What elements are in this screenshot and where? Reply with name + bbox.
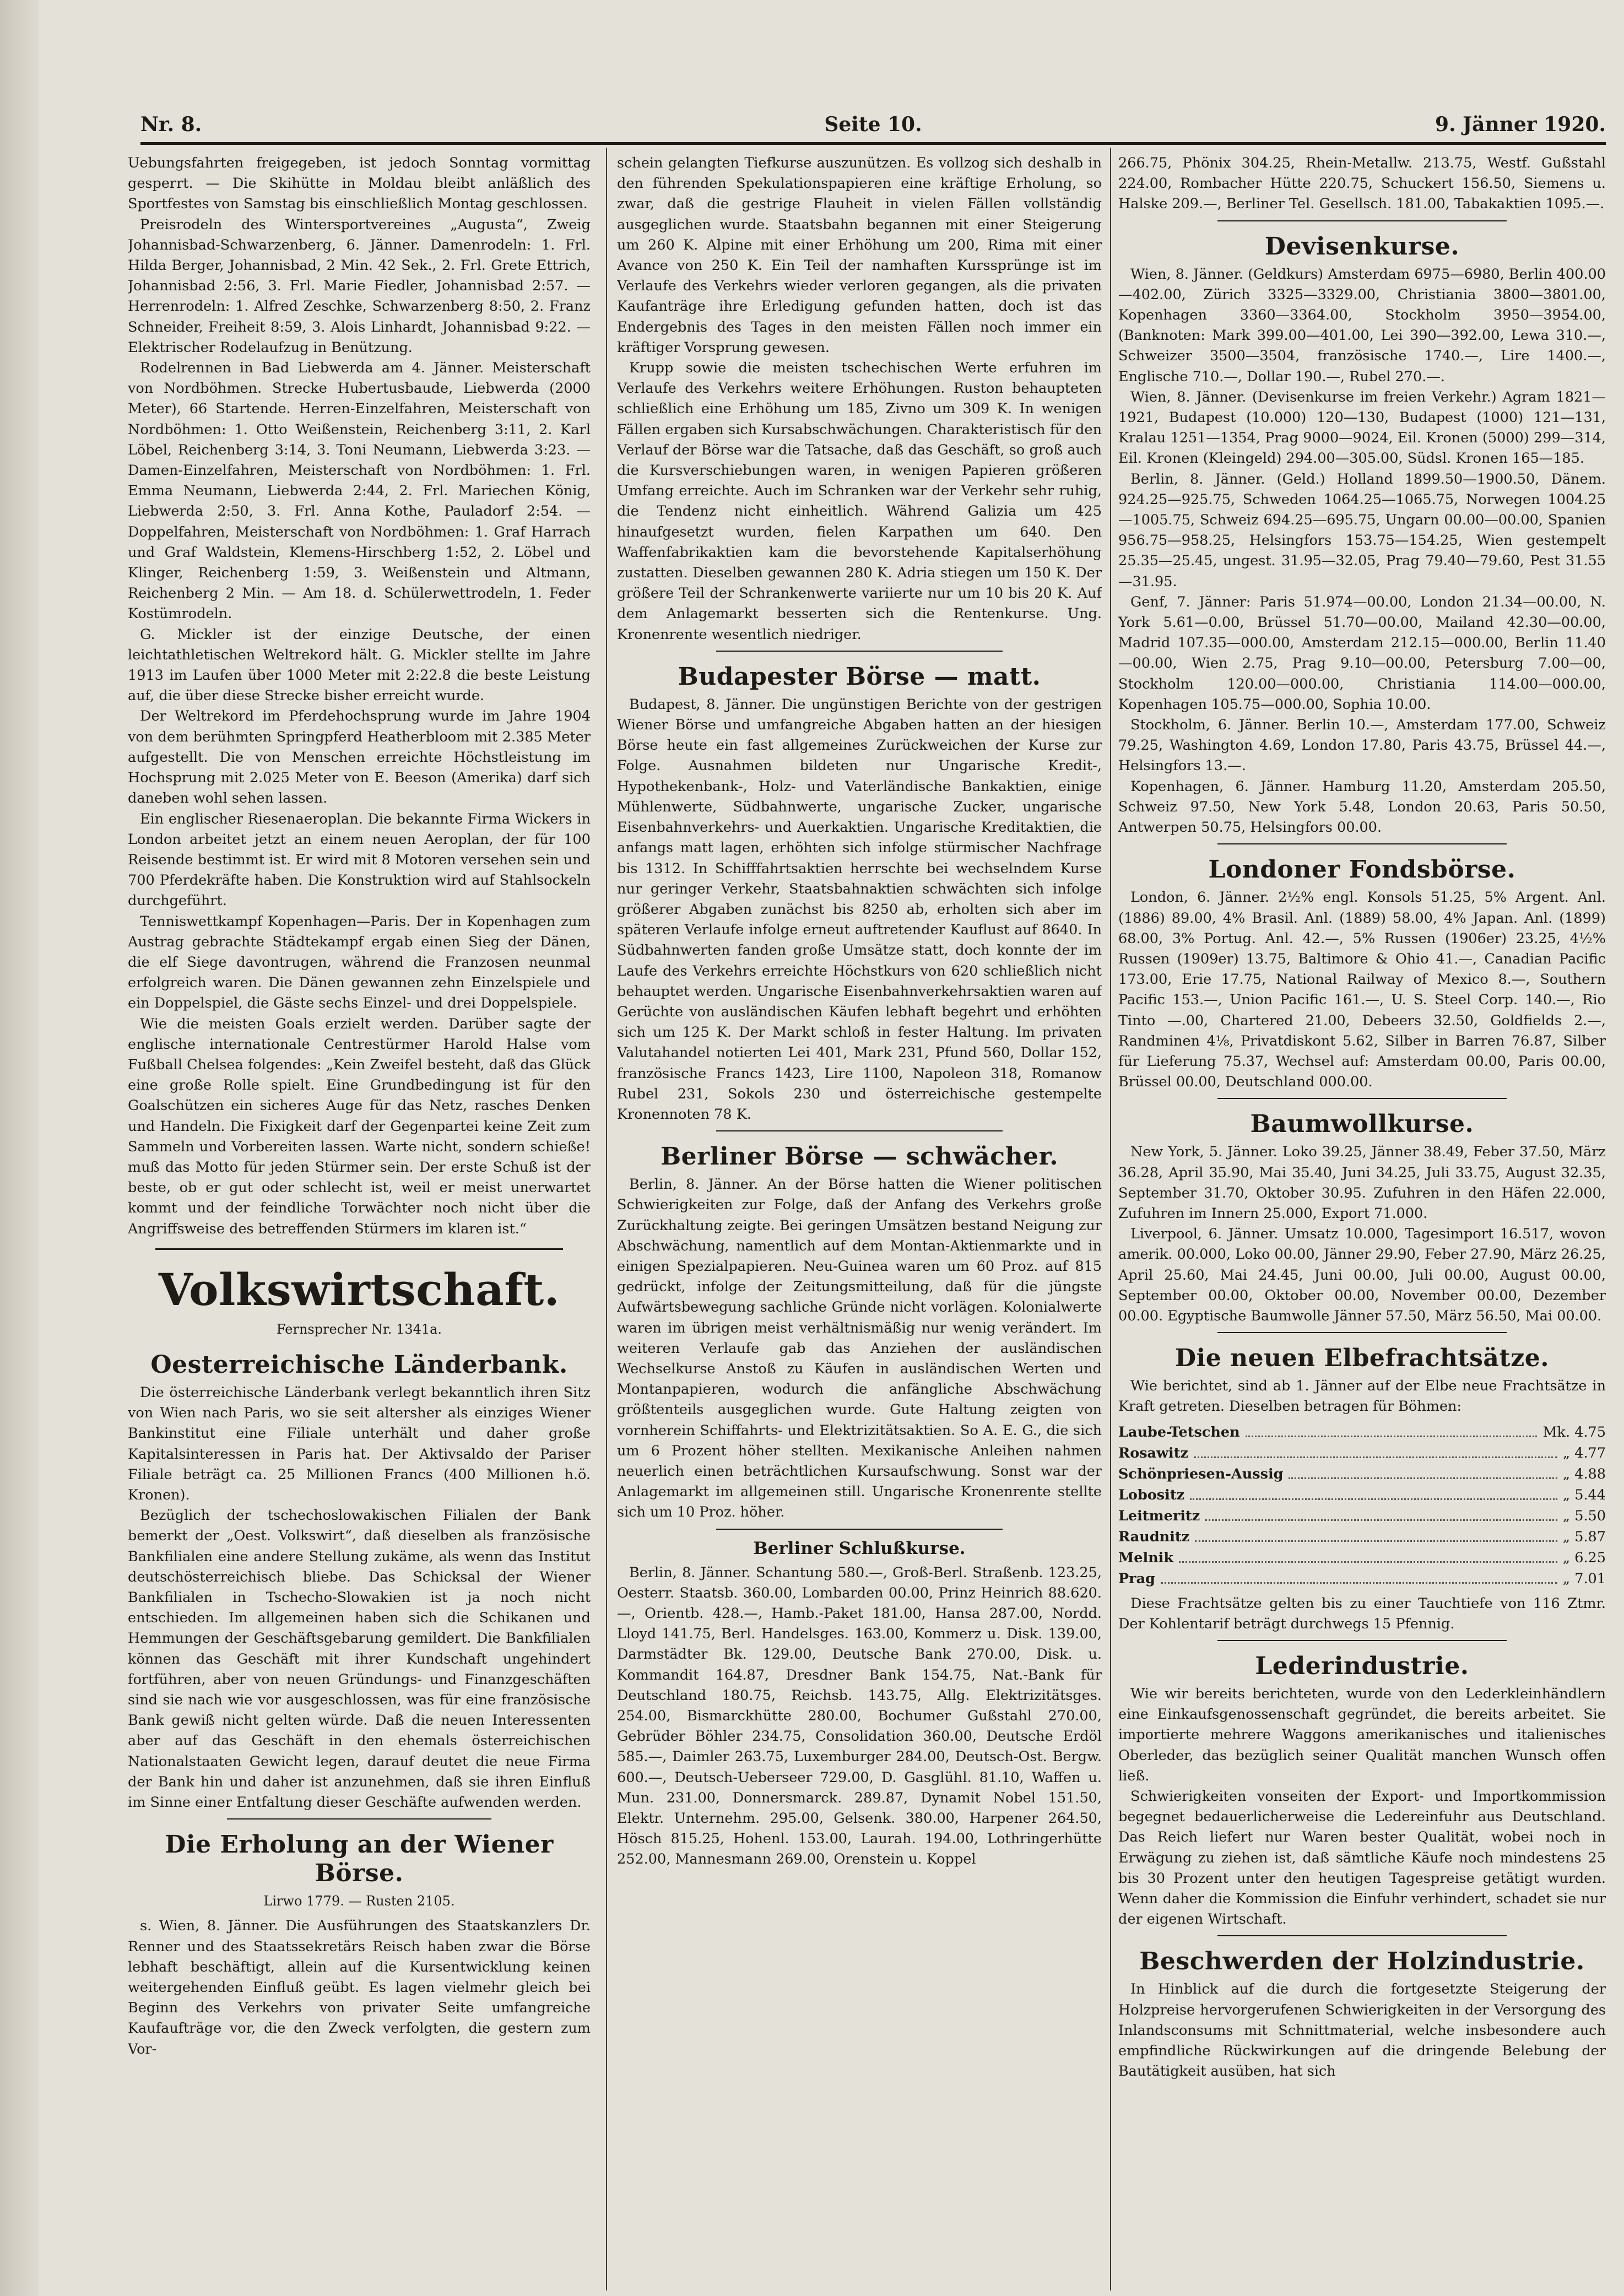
article-headline: Die Erholung an der Wiener Börse.: [165, 1831, 554, 1888]
article-text: Kopenhagen, 6. Jänner. Hamburg 11.20, Amsterdam 205.50, Schweiz 97.50, New York 5.48, London 20.63, Paris 50.50, Antwerpen 50.75, Helsingfors 00.00.: [1118, 778, 1606, 836]
article-rule: [227, 1818, 491, 1820]
article-headline: Die neuen Elbefrachtsätze.: [1174, 1344, 1550, 1373]
article-rule: [716, 1529, 1003, 1530]
article-text: Schwierigkeiten vonseiten der Export- und Importkommission begegnet bedauerlicherweise die Ledereinfuhr aus Deutschland. Das Reich liefert nur Waren bester Qualität, wobei noch in Erwägung zu ziehen ist, daß sämtliche Käufe noch mindestens 25 bis 30 Prozent unter den heutigen Tagespreise getätigt wurden. Wenn daher die Kommission die Einfuhr verhindert, schadet sie nur der eigenen Wirtschaft.: [1118, 1788, 1606, 1928]
leader-dots: [1246, 1422, 1538, 1437]
issue-number: Nr. 8.: [140, 113, 202, 136]
article-text: Wien, 8. Jänner. (Devisenkurse im freien Verkehr.) Agram 1821—1921, Budapest (10.000) 120—130, Budapest (1000) 121—131, Kralau 1251—1354, Prag 9000—9024, Eil. Kronen (5000) 299—314, Eil. Kronen (Kleingeld) 294.00—305.00, Südsl. Kronen 165—185.: [1118, 388, 1606, 467]
page-header: [140, 113, 1606, 140]
section-rule: [155, 1248, 563, 1250]
freight-place: Schönpriesen-Aussig: [1118, 1465, 1284, 1482]
leader-dots: [1205, 1506, 1557, 1521]
freight-value: Mk. 4.75: [1542, 1423, 1606, 1441]
freight-value: „ 5.87: [1562, 1528, 1606, 1545]
article-text: Wie berichtet, sind ab 1. Jänner auf der Elbe neue Frachtsätze in Kraft getreten. Dieselben betragen für Böhmen:: [1118, 1378, 1606, 1415]
freight-value: „ 4.88: [1562, 1465, 1606, 1482]
page-number: Seite 10.: [824, 113, 922, 136]
article-headline: Baumwollkurse.: [1250, 1110, 1474, 1139]
freight-row: [1118, 1547, 1606, 1568]
article-text: Der Weltrekord im Pferdehochsprung wurde im Jahre 1904 von dem berühmten Springpferd Heatherbloom mit 2.385 Meter aufgestellt. Die von Menschen erreichte Höchstleistung im Hochsprung mit 2.025 Meter von E. Beeson (Amerika) darf sich daneben wohl sehen lassen.: [128, 708, 591, 807]
article-headline: Berliner Schlußkurse.: [753, 1538, 966, 1558]
article-text: Ein englischer Riesenaeroplan. Die bekannte Firma Wickers in London arbeitet jetzt an einem neuen Aeroplan, der für 100 Reisende bestimmt ist. Er wird mit 8 Motoren versehen sein und 700 Pferdekräfte haben. Die Konstruktion wird auf Stahlsockeln durchgeführt.: [128, 810, 591, 909]
header-rule: [140, 142, 1606, 145]
freight-value: „ 4.77: [1562, 1444, 1606, 1461]
issue-date: 9. Jänner 1920.: [1435, 113, 1606, 136]
freight-row: [1118, 1443, 1606, 1464]
article-text: 266.75, Phönix 304.25, Rhein-Metallw. 213.75, Westf. Gußstahl 224.00, Rombacher Hütte 220.75, Schuckert 156.50, Siemens u. Halske 209.—, Berliner Tel. Gesellsch. 181.00, Tabakaktien 1095.—.: [1118, 155, 1606, 213]
column-divider: [1110, 148, 1111, 2290]
article-text: Wien, 8. Jänner. (Geldkurs) Amsterdam 6975—6980, Berlin 400.00—402.00, Zürich 3325—3329.00, Christiania 3800—3801.00, Kopenhagen 3360—3364.00, Stockholm 3950—3954.00, (Banknoten: Mark 399.00—401.00, Lei 390—392.00, Lewa 310.—, Schweizer 3500—3504, französische 1740.—, Lire 1400.—, Englische 710.—, Dollar 190.—, Rubel 270.—.: [1118, 266, 1606, 385]
article-headline: Lederindustrie.: [1255, 1651, 1469, 1680]
leader-dots: [1194, 1443, 1557, 1458]
article-headline: Londoner Fondsbörse.: [1208, 855, 1516, 884]
article-text: Uebungsfahrten freigegeben, ist jedoch Sonntag vormittag gesperrt. — Die Skihütte in Moldau bleibt anläßlich des Sportfestes von Samstag bis einschließlich Montag geschlossen.: [128, 155, 591, 213]
article-text: Wie die meisten Goals erzielt werden. Darüber sagte der englische internationale Centrestürmer Harold Halse vom Fußball Chelsea folgendes: „Kein Zweifel besteht, daß das Glück eine große Rolle spielt. Eine Grundbedingung ist für den Goalschützen ein sicheres Auge für das Netz, rasches Denken und Handeln. Die Fixigkeit darf der Gegenpartei keine Zeit zum Sammeln und Vorbereiten lassen. Warte nicht, sondern schieße! muß das Motto für jeden Stürmer sein. Der erste Schuß ist der beste, ob er gut oder schlecht ist, weil er meist unerwartet kommt und der feindliche Torwächter noch nicht über die Angriffsweise des betreffenden Stürmers im klaren ist.“: [128, 1015, 591, 1237]
article-headline: Devisenkurse.: [1264, 232, 1460, 261]
article-subtitle: Lirwo 1779. — Rusten 2105.: [263, 1893, 455, 1909]
article-text: Budapest, 8. Jänner. Die ungünstigen Berichte von der gestrigen Wiener Börse und umfangreiche Abgaben hatten an der hiesigen Börse heute ein fast allgemeines Zurückweichen der Kurse zur Folge. Ausnahmen bildeten nur Ungarische Kredit-, Hypothekenbank-, Holz- und Vaterländische Bankaktien, einige Mühlenwerte, Südbahnwerte, ungarische Zucker, ungarische Eisenbahnverkehrs- und Auerkaktien. Ungarische Kreditaktien, die anfangs matt lagen, erhöhten sich infolge stürmischer Nachfrage bis 1312. In Schifffahrtsaktien herrschte bei wechselndem Kurse nur geringer Verkehr, Staatsbahnaktien schwächten sich infolge größerer Abgaben zunächst bis 8250 ab, erholten sich aber im späteren Verlaufe infolge erneut auftretender Kauflust auf 8640. In Südbahnwerten fanden große Umsätze statt, doch konnte der im Laufe des Verkehrs erreichte Höchstkurs von 620 schließlich nicht behauptet werden. Ungarische Eisenbahnverkehrsaktien waren auf Gerüchte von ausländischen Käufen lebhaft begehrt und erhöhten sich um 125 K. Der Markt schloß in fester Haltung. Im privaten Valutahandel notierten Lei 401, Mark 231, Pfund 560, Dollar 152, französische Francs 1423, Lire 1100, Napoleon 318, Romanow Rubel 231, Sokols 230 und österreichische gestempelte Kronennoten 78 K.: [617, 696, 1102, 1123]
article-rule: [716, 1130, 1003, 1131]
article-rule: [1217, 843, 1507, 844]
article-text: In Hinblick auf die durch die fortgesetzte Steigerung der Holzpreise hervorgerufenen Schwierigkeiten in der Versorgung des Inlandsconsums mit Schnittmaterial, welche insbesondere auch empfindliche Rückwirkungen auf die dringende Belebung der Bautätigkeit ausüben, hat sich: [1118, 1981, 1606, 2080]
freight-row: [1118, 1464, 1606, 1485]
article-text: Bezüglich der tschechoslowakischen Filialen der Bank bemerkt der „Oest. Volkswirt“, daß dieselben als französische Bankfilialen eine andere Stellung zukäme, als wenn das Institut deutschösterreichisch bliebe. Das Schicksal der Wiener Bankfilialen in Tschecho-Slowakien ist ja noch nicht entschieden. Im allgemeinen haben sich die Schikanen und Hemmungen der Geschäftsgebarung gemildert. Die Bankfilialen können das Geschäft mit ihrer Kundschaft ungehindert fortführen, aber von neuen Gründungs- und Finanzgeschäften sind sie nach wie vor ausgeschlossen, was für eine französische Bank gewiß nicht gelten würde. Daß die neuen Interessenten aber auf das Geschäft in den ehemals österreichischen Nationalstaaten Gewicht legen, darauf deutet die neue Firma der Bank hin und daher ist anzunehmen, daß sie ihren Einfluß im Sinne einer Entfaltung dieser Geschäfte aufwenden werden.: [128, 1507, 591, 1811]
freight-row: [1118, 1568, 1606, 1589]
freight-place: Leitmeritz: [1118, 1507, 1200, 1524]
column-divider: [606, 148, 607, 2290]
freight-rate-table: [1118, 1422, 1606, 1589]
article-rule: [1217, 1640, 1507, 1641]
article-text: Wie wir bereits berichteten, wurde von den Lederkleinhändlern eine Einkaufsgenossenschaft gegründet, die bereits arbeitet. Sie importierte mehrere Waggons amerikanisches und italienisches Oberleder, das bezüglich seiner Qualität manchen Wunsch offen ließ.: [1118, 1685, 1606, 1784]
article-text: s. Wien, 8. Jänner. Die Ausführungen des Staatskanzlers Dr. Renner und des Staatssekretärs Reisch haben zwar die Börse lebhaft beschäftigt, allein auf die Kursentwicklung keinen weitergehenden Einfluß geübt. Es lagen vielmehr gleich bei Beginn des Verkehrs von privater Seite umfangreiche Kaufaufträge vor, die den Zweck verfolgten, die gestern zum Vor-: [128, 1918, 591, 2057]
article-headline: Oesterreichische Länderbank.: [150, 1350, 568, 1379]
article-text: Tenniswettkampf Kopenhagen—Paris. Der in Kopenhagen zum Austrag gebrachte Städtekampf ergab einen Sieg der Dänen, die elf Siege davontrugen, während die Franzosen neunmal erfolgreich waren. Die Dänen gewannen zehn Einzelspiele und ein Doppelspiel, die Gäste sechs Einzel- und drei Doppelspiele.: [128, 913, 591, 1012]
section-title: Volkswirtschaft.: [158, 1263, 560, 1315]
article-text: Liverpool, 6. Jänner. Umsatz 10.000, Tagesimport 16.517, wovon amerik. 00.000, Loko 00.00, Jänner 29.90, Feber 27.90, März 26.25, April 25.60, Mai 24.45, Juni 00.00, Juli 00.00, August 00.00, September 00.00, Oktober 00.00, November 00.00, Dezember 00.00. Egyptische Baumwolle Jänner 57.50, März 56.50, Mai 00.00.: [1118, 1226, 1606, 1324]
column-2: [617, 153, 1102, 2290]
article-text: Diese Frachtsätze gelten bis zu einer Tauchtiefe von 116 Ztmr. Der Kohlentarif beträgt durchwegs 15 Pfennig.: [1118, 1595, 1606, 1632]
column-3: [1118, 153, 1606, 2290]
article-rule: [1217, 1098, 1507, 1099]
article-headline: Budapester Börse — matt.: [678, 662, 1041, 691]
freight-place: Laube-Tetschen: [1118, 1423, 1240, 1441]
article-text: Berlin, 8. Jänner. An der Börse hatten die Wiener politischen Schwierigkeiten zur Folge, daß der Anfang des Verkehrs große Zurückhaltung zeigte. Bei geringen Umsätzen bestand Neigung zur Abschwächung, namentlich auf dem Montan-Aktienmarkte und in einigen Spezialpapieren. Neu-Guinea waren um 60 Proz. auf 815 gedrückt, infolge der Zeitungsmitteilung, daß für die jüngste Aufwärtsbewegung sachliche Gründe nicht vorlägen. Kolonialwerte waren im übrigen meist verhältnismäßig nur wenig verändert. Im weiteren Verlaufe gab das Anziehen der ausländischen Wechselkurse Anstoß zu Käufen in ausländischen Werten und Montanpapieren, wodurch die anfängliche Abschwächung größtenteils ausgeglichen wurde. Gute Haltung zeigten von vornherein Schiffahrts- und Elektrizitätsaktien. So A. E. G., die sich um 6 Prozent höher stellten. Mexikanische Anleihen nahmen neuerlich einen beträchtlichen Kursaufschwung. Sonst war der Anlagemarkt im allgemeinen still. Ungarische Kronenrente stellte sich um 10 Proz. höher.: [617, 1176, 1102, 1521]
article-text: schein gelangten Tiefkurse auszunützen. Es vollzog sich deshalb in den führenden Spekulationspapieren eine kräftige Erholung, so zwar, daß die gestrige Flauheit in vielen Fällen vollständig ausgeglichen wurde. Staatsbahn begannen mit einer Steigerung um 260 K. Alpine mit einer Erhöhung um 200, Rima mit einer Avance von 250 K. Ein Teil der namhaften Kurssprünge ist im Verlaufe des Verkehrs wieder verloren gegangen, als die privaten Kaufanträge ihre Erledigung gefunden hatten, doch ist das Endergebnis des Tages in den meisten Fällen noch immer ein kräftiger Vorsprung gewesen.: [617, 155, 1102, 356]
freight-value: „ 6.25: [1562, 1549, 1606, 1566]
article-text: Rodelrennen in Bad Liebwerda am 4. Jänner. Meisterschaft von Nordböhmen. Strecke Hubertusbaude, Liebwerda (2000 Meter), 66 Startende. Herren-Einzelfahren, Meisterschaft von Nordböhmen: 1. Otto Weißenstein, Reichenberg 3:11, 2. Karl Löbel, Reichenberg 3:14, 3. Toni Neumann, Liebwerda 3:23. — Damen-Einzelfahren, Meisterschaft von Nordböhmen: 1. Frl. Emma Neumann, Liebwerda 2:44, 2. Frl. Mariechen König, Liebwerda 2:50, 3. Frl. Anna Kothe, Pauladorf 2:54. — Doppelfahren, Meisterschaft von Nordböhmen: 1. Graf Harrach und Graf Waldstein, Klemens-Hirschberg 1:52, 2. Löbel und Klinger, Reichenberg 1:59, 3. Weißenstein und Altmann, Reichenberg 2 Min. — Am 18. d. Schülerwettrodeln, 1. Feder Kostümrodeln.: [128, 360, 591, 622]
article-text: G. Mickler ist der einzige Deutsche, der einen leichtathletischen Weltrekord hält. G. Mickler stellte im Jahre 1913 im Laufen über 1000 Meter mit 2:22.8 die beste Leistung auf, die über diese Strecke bisher erreicht wurde.: [128, 626, 591, 705]
article-rule: [1217, 1935, 1507, 1936]
article-rule: [1217, 220, 1507, 221]
article-text: Preisrodeln des Wintersportvereines „Augusta“, Zweig Johannisbad-Schwarzenberg, 6. Jänner. Damenrodeln: 1. Frl. Hilda Berger, Johannisbad, 2 Min. 42 Sek., 2. Frl. Grete Ettrich, Johannisbad 2:56, 3. Frl. Marie Fiedler, Johannisbad 2:57. — Herrenrodeln: 1. Alfred Zeschke, Schwarzenberg 8:50, 2. Franz Schneider, Freiheit 8:59, 3. Alois Linhardt, Johannisbad 9:22. — Elektrischer Rodelaufzug in Benützung.: [128, 216, 591, 356]
freight-row: [1118, 1485, 1606, 1506]
freight-value: „ 5.50: [1562, 1507, 1606, 1524]
leader-dots: [1190, 1485, 1557, 1500]
leader-dots: [1289, 1464, 1557, 1479]
article-text: Stockholm, 6. Jänner. Berlin 10.—, Amsterdam 177.00, Schweiz 79.25, Washington 4.69, London 17.80, Paris 43.75, Brüssel 44.—, Helsingfors 13.—.: [1118, 717, 1606, 775]
article-text: Berlin, 8. Jänner. Schantung 580.—, Groß-Berl. Straßenb. 123.25, Oesterr. Staatsb. 360.00, Lombarden 00.00, Prinz Heinrich 88.620.—, Orientb. 428.—, Hamb.-Paket 181.00, Hansa 287.00, Nordd. Lloyd 141.75, Berl. Handelsges. 163.00, Kommerz u. Disk. 139.00, Darmstädter Bk. 129.00, Deutsche Bank 270.00, Disk. u. Kommandit 164.87, Dresdner Bank 154.75, Nat.-Bank für Deutschland 180.75, Reichsb. 143.75, Allg. Elektrizitätsges. 254.00, Bismarckhütte 280.00, Bochumer Gußstahl 270.00, Gebrüder Böhler 234.75, Consolidation 360.00, Deutsche Erdöl 585.—, Daimler 263.75, Luxemburger 284.00, Deutsch-Ost. Bergw. 600.—, Deutsch-Ueberseer 729.00, D. Gasglühl. 81.10, Waffen u. Mun. 231.00, Donnersmarck. 289.87, Dynamit Nobel 151.50, Elektr. Unternehm. 295.00, Gelsenk. 380.00, Harpener 264.50, Hösch 815.25, Hohenl. 153.00, Laurah. 194.00, Lothringerhütte 252.00, Mannesmann 269.00, Orenstein u. Koppel: [617, 1564, 1102, 1868]
leader-dots: [1161, 1568, 1557, 1584]
column-1: [128, 153, 591, 2290]
freight-place: Lobositz: [1118, 1486, 1185, 1503]
article-text: Genf, 7. Jänner: Paris 51.974—00.00, London 21.34—00.00, N. York 5.61—0.00, Brüssel 51.70—00.00, Mailand 42.30—00.00, Madrid 107.35—000.00, Amsterdam 212.15—000.00, Berlin 11.40—00.00, Wien 2.75, Prag 9.10—00.00, Petersburg 7.00—00, Stockholm 120.00—000.00, Christiania 114.00—000.00, Kopenhagen 105.75—000.00, Sophia 10.00.: [1118, 593, 1606, 713]
freight-place: Rosawitz: [1118, 1444, 1188, 1461]
article-headline: Beschwerden der Holzindustrie.: [1139, 1947, 1585, 1976]
freight-row: [1118, 1526, 1606, 1547]
article-text: New York, 5. Jänner. Loko 39.25, Jänner 38.49, Feber 37.50, März 36.28, April 35.90, Mai 35.40, Juni 34.25, Juli 33.75, August 32.35, September 31.70, Oktober 30.95. Zufuhren in den Häfen 22.000, Zufuhren im Innern 25.000, Export 71.000.: [1118, 1144, 1606, 1222]
article-text: London, 6. Jänner. 2½% engl. Konsols 51.25, 5% Argent. Anl. (1886) 89.00, 4% Brasil. Anl. (1889) 58.00, 4% Japan. Anl. (1899) 68.00, 3% Portug. Anl. 42.—, 5% Russen (1906er) 23.25, 4½% Russen (1909er) 13.75, Baltimore & Ohio 41.—, Canadian Pacific 173.00, Erie 17.75, National Railway of Mexico 8.—, Southern Pacific 153.—, Union Pacific 161.—, U. S. Steel Corp. 140.—, Rio Tinto —.00, Chartered 21.00, Debeers 32.50, Goldfields 2.—, Randminen 4⅛, Privatdiskont 5.62, Silber in Barren 76.87, Silber für Lieferung 75.37, Wechsel auf: Amsterdam 00.00, Paris 00.00, Brüssel 00.00, Deutschland 000.00.: [1118, 889, 1606, 1091]
freight-value: „ 5.44: [1562, 1486, 1606, 1503]
freight-place: Prag: [1118, 1570, 1155, 1587]
article-text: Berlin, 8. Jänner. (Geld.) Holland 1899.50—1900.50, Dänem. 924.25—925.75, Schweden 1064.25—1065.75, Norwegen 1004.25—1005.75, Schweiz 694.25—695.75, Ungarn 00.00—00.00, Spanien 956.75—958.25, Helsingfors 153.75—154.25, Wien gestempelt 25.35—25.45, ungest. 31.95—32.05, Prag 79.40—79.60, Pest 31.55—31.95.: [1118, 470, 1606, 590]
article-text: Die österreichische Länderbank verlegt bekanntlich ihren Sitz von Wien nach Paris, wo sie seit altersher als einziges Wiener Bankinstitut eine Filiale unterhält und daher große Kapitalsinteressen in Paris hat. Der Aktivsaldo der Pariser Filiale beträgt ca. 25 Millionen Francs (400 Millionen h.ö. Kronen).: [128, 1384, 591, 1503]
article-text: Krupp sowie die meisten tschechischen Werte erfuhren im Verlaufe des Verkehrs weitere Erhöhungen. Ruston behaupteten schließlich eine Erhöhung um 185, Zivno um 309 K. In wenigen Fällen ergaben sich Kursabschwächungen. Charakteristisch für den Verlauf der Börse war die Tatsache, daß das Geschäft, so groß auch die Kursverschiebungen waren, in wenigen Papieren größeren Umfang erreichte. Auch im Schranken war der Verkehr sehr ruhig, die Tendenz nicht einheitlich. Während Galizia um 425 hinaufgesetzt wurden, fielen Karpathen um 640. Den Waffenfabrikaktien kam die bevorstehende Kapitalserhöhung zustatten. Dieselben gewannen 280 K. Adria stiegen um 150 K. Der größere Teil der Schrankenwerte variierte nur um 10 bis 20 K. Auf dem Anlagemarkt besserten sich die Rentenkurse. Ung. Kronenrente wesentlich niedriger.: [617, 360, 1102, 643]
leader-dots: [1179, 1547, 1557, 1563]
article-rule: [716, 651, 1003, 652]
freight-row: [1118, 1422, 1606, 1443]
page-binding-edge: [0, 0, 39, 2296]
leader-dots: [1195, 1526, 1557, 1542]
freight-value: „ 7.01: [1562, 1570, 1606, 1587]
article-rule: [1217, 1332, 1507, 1333]
section-subtitle: Fernsprecher Nr. 1341a.: [276, 1321, 442, 1337]
freight-place: Melnik: [1118, 1549, 1174, 1566]
article-headline: Berliner Börse — schwächer.: [660, 1142, 1059, 1171]
freight-row: [1118, 1506, 1606, 1526]
freight-place: Raudnitz: [1118, 1528, 1190, 1545]
